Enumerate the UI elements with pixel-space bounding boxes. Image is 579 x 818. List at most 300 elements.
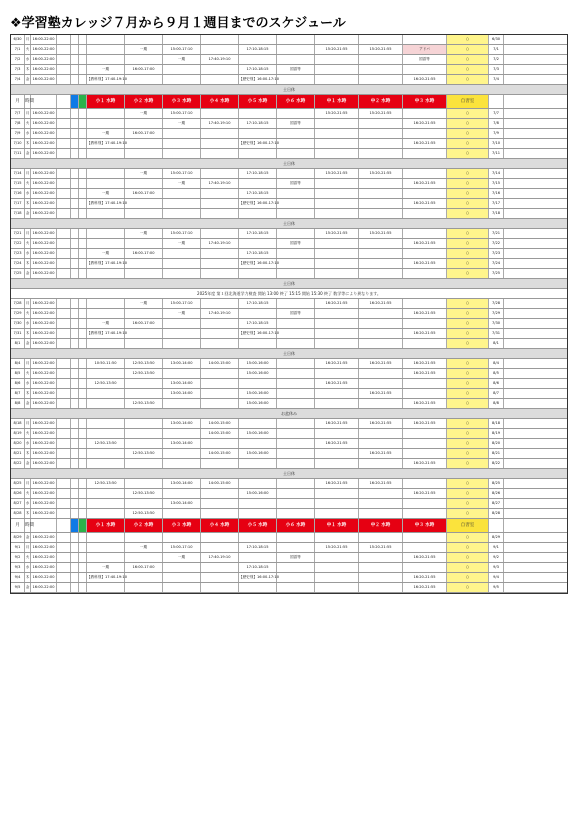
header-row <box>11 95 567 109</box>
schedule-cell <box>71 359 79 368</box>
schedule-cell <box>79 489 87 498</box>
schedule-cell: 水 <box>25 55 31 64</box>
schedule-cell <box>163 449 201 458</box>
schedule-cell: 一期 <box>87 129 125 138</box>
schedule-cell <box>315 449 359 458</box>
schedule-cell: 金 <box>25 75 31 84</box>
schedule-cell <box>239 533 277 542</box>
schedule-cell <box>201 229 239 238</box>
schedule-cell <box>359 199 403 208</box>
schedule-row <box>11 129 567 139</box>
schedule-cell <box>71 299 79 308</box>
schedule-cell <box>87 229 125 238</box>
schedule-cell: 8/21 <box>489 449 504 458</box>
schedule-cell <box>277 399 315 408</box>
schedule-cell <box>315 249 359 258</box>
schedule-cell: 8/29 <box>489 533 504 542</box>
schedule-cell: 16:00-22:00 <box>31 479 57 488</box>
schedule-cell <box>125 149 163 158</box>
schedule-cell <box>359 129 403 138</box>
schedule-cell <box>87 499 125 508</box>
schedule-cell: 7/14 <box>489 169 504 178</box>
schedule-cell: 水 <box>25 319 31 328</box>
date-cell: 7/4 <box>11 75 25 84</box>
schedule-cell <box>71 369 79 378</box>
schedule-cell: 月 <box>25 419 31 428</box>
schedule-cell <box>277 249 315 258</box>
schedule-cell: 一期 <box>163 309 201 318</box>
study-room-cell: ○ <box>447 489 489 498</box>
schedule-cell <box>315 55 359 64</box>
schedule-cell: 7/4 <box>489 75 504 84</box>
date-cell: 7/2 <box>11 55 25 64</box>
schedule-cell <box>359 553 403 562</box>
schedule-cell: 16:20-21:55 <box>315 439 359 448</box>
schedule-cell <box>277 55 315 64</box>
schedule-cell: 16:00-22:00 <box>31 119 57 128</box>
schedule-cell <box>87 149 125 158</box>
schedule-row <box>11 449 567 459</box>
schedule-cell: 7/15 <box>489 179 504 188</box>
schedule-row <box>11 239 567 249</box>
schedule-cell <box>163 563 201 572</box>
schedule-cell <box>277 429 315 438</box>
header-cell: 月 <box>11 95 25 108</box>
schedule-cell <box>359 149 403 158</box>
schedule-row <box>11 553 567 563</box>
schedule-cell: 15:20-21:55 <box>359 45 403 54</box>
schedule-cell: 水 <box>25 499 31 508</box>
schedule-cell <box>125 55 163 64</box>
schedule-cell <box>57 329 71 338</box>
schedule-cell: 【歴史別】16:00-17:10 <box>239 75 277 84</box>
date-cell: 9/2 <box>11 553 25 562</box>
schedule-cell <box>277 489 315 498</box>
schedule-cell <box>315 489 359 498</box>
study-room-cell: ○ <box>447 55 489 64</box>
schedule-cell: 8/5 <box>489 369 504 378</box>
schedule-cell <box>79 339 87 348</box>
schedule-cell <box>57 573 71 582</box>
schedule-cell <box>87 369 125 378</box>
schedule-cell <box>125 459 163 468</box>
schedule-cell: 12:50-13:50 <box>87 379 125 388</box>
schedule-row <box>11 169 567 179</box>
schedule-cell: 16:00-22:00 <box>31 533 57 542</box>
schedule-cell <box>79 329 87 338</box>
study-room-cell: ○ <box>447 309 489 318</box>
study-room-cell: ○ <box>447 369 489 378</box>
study-room-cell: ○ <box>447 239 489 248</box>
schedule-cell <box>125 553 163 562</box>
schedule-cell <box>315 389 359 398</box>
date-cell: 7/1 <box>11 45 25 54</box>
schedule-cell <box>87 419 125 428</box>
schedule-cell <box>57 259 71 268</box>
schedule-cell <box>239 509 277 518</box>
schedule-cell: 16:00-22:00 <box>31 269 57 278</box>
schedule-cell <box>239 129 277 138</box>
header-cell: 小４ 水時 <box>201 519 239 532</box>
schedule-cell <box>79 45 87 54</box>
schedule-cell <box>403 169 447 178</box>
schedule-cell <box>163 429 201 438</box>
schedule-cell: 16:20-21:55 <box>403 359 447 368</box>
schedule-cell: 8/28 <box>489 509 504 518</box>
schedule-cell <box>79 499 87 508</box>
schedule-cell <box>359 269 403 278</box>
schedule-cell <box>71 553 79 562</box>
schedule-cell <box>163 269 201 278</box>
schedule-cell <box>315 563 359 572</box>
study-room-cell: ○ <box>447 573 489 582</box>
schedule-cell: 月 <box>25 299 31 308</box>
header-cell <box>489 95 504 108</box>
schedule-cell: 16:00-17:00 <box>125 249 163 258</box>
schedule-cell <box>201 149 239 158</box>
schedule-cell: 16:00-22:00 <box>31 35 57 44</box>
schedule-cell <box>79 563 87 572</box>
date-cell: 7/30 <box>11 319 25 328</box>
schedule-cell: 16:00-17:00 <box>125 563 163 572</box>
schedule-cell <box>79 449 87 458</box>
schedule-cell <box>163 369 201 378</box>
schedule-cell <box>315 459 359 468</box>
schedule-cell <box>57 369 71 378</box>
schedule-cell <box>239 35 277 44</box>
schedule-cell <box>315 509 359 518</box>
schedule-cell <box>57 129 71 138</box>
schedule-cell <box>79 543 87 552</box>
schedule-cell <box>71 119 79 128</box>
schedule-cell: 15:20-21:55 <box>359 229 403 238</box>
schedule-cell <box>239 583 277 592</box>
study-room-cell: ○ <box>447 179 489 188</box>
schedule-cell: 17:40-19:10 <box>201 553 239 562</box>
schedule-cell <box>403 339 447 348</box>
schedule-cell: 7/17 <box>489 199 504 208</box>
schedule-cell: 8/25 <box>489 479 504 488</box>
schedule-row <box>11 149 567 159</box>
header-cell <box>79 95 87 108</box>
date-cell: 9/4 <box>11 573 25 582</box>
schedule-cell <box>315 399 359 408</box>
schedule-cell <box>201 499 239 508</box>
date-cell: 7/8 <box>11 119 25 128</box>
schedule-cell <box>79 319 87 328</box>
schedule-cell: 16:00-22:00 <box>31 369 57 378</box>
schedule-cell: 国語等 <box>277 239 315 248</box>
separator-row <box>11 469 567 479</box>
schedule-cell <box>71 499 79 508</box>
schedule-cell <box>79 129 87 138</box>
schedule-cell: 一期 <box>163 119 201 128</box>
date-cell: 7/25 <box>11 269 25 278</box>
schedule-row <box>11 269 567 279</box>
schedule-cell <box>87 459 125 468</box>
schedule-cell <box>57 249 71 258</box>
schedule-cell: 国語等 <box>277 179 315 188</box>
date-cell: 8/25 <box>11 479 25 488</box>
schedule-cell: 15:00-17:10 <box>163 543 201 552</box>
schedule-cell: 金 <box>25 149 31 158</box>
schedule-cell <box>277 149 315 158</box>
schedule-cell <box>79 269 87 278</box>
schedule-cell: 16:20-21:55 <box>403 419 447 428</box>
schedule-cell <box>163 65 201 74</box>
schedule-cell <box>201 299 239 308</box>
schedule-cell: 13:00-14:00 <box>163 419 201 428</box>
schedule-cell <box>201 189 239 198</box>
schedule-cell: 16:00-22:00 <box>31 573 57 582</box>
study-room-cell: ○ <box>447 45 489 54</box>
schedule-cell <box>239 149 277 158</box>
schedule-cell <box>277 533 315 542</box>
schedule-cell: 7/10 <box>489 139 504 148</box>
schedule-cell <box>57 563 71 572</box>
schedule-row <box>11 533 567 543</box>
date-cell: 6/30 <box>11 35 25 44</box>
schedule-cell: 16:20-21:55 <box>315 359 359 368</box>
schedule-cell: 16:00-22:00 <box>31 319 57 328</box>
schedule-cell: 8/19 <box>489 429 504 438</box>
schedule-cell <box>359 499 403 508</box>
schedule-cell <box>359 55 403 64</box>
schedule-cell: 金 <box>25 209 31 218</box>
schedule-cell <box>315 129 359 138</box>
header-cell: 時間 <box>25 519 31 532</box>
schedule-cell: 16:20-21:55 <box>403 573 447 582</box>
schedule-cell: 12:50-13:50 <box>87 479 125 488</box>
schedule-cell <box>239 439 277 448</box>
schedule-cell: 火 <box>25 179 31 188</box>
schedule-cell <box>403 533 447 542</box>
schedule-cell <box>201 65 239 74</box>
schedule-cell <box>125 119 163 128</box>
schedule-cell: 8/27 <box>489 499 504 508</box>
header-cell <box>31 95 57 108</box>
schedule-cell: 14:00-15:00 <box>201 429 239 438</box>
schedule-cell: 17:10-18:15 <box>239 45 277 54</box>
schedule-cell <box>201 169 239 178</box>
schedule-cell: 16:00-22:00 <box>31 249 57 258</box>
schedule-cell: 16:00-22:00 <box>31 489 57 498</box>
schedule-cell: 15:00-16:00 <box>239 399 277 408</box>
schedule-cell <box>315 309 359 318</box>
schedule-cell <box>71 149 79 158</box>
schedule-cell: 7/23 <box>489 249 504 258</box>
schedule-cell: 7/25 <box>489 269 504 278</box>
schedule-cell <box>57 75 71 84</box>
schedule-cell <box>163 189 201 198</box>
schedule-cell <box>71 239 79 248</box>
schedule-cell <box>403 149 447 158</box>
schedule-cell: 16:20-21:55 <box>359 389 403 398</box>
schedule-cell <box>79 179 87 188</box>
header-cell: 小３ 水時 <box>163 519 201 532</box>
schedule-cell <box>359 459 403 468</box>
schedule-cell <box>163 583 201 592</box>
schedule-cell: 7/16 <box>489 189 504 198</box>
date-cell: 7/22 <box>11 239 25 248</box>
schedule-cell <box>125 239 163 248</box>
date-cell: 7/29 <box>11 309 25 318</box>
schedule-cell: 16:20-21:55 <box>403 553 447 562</box>
schedule-cell <box>79 553 87 562</box>
schedule-cell <box>71 65 79 74</box>
schedule-cell: 16:00-22:00 <box>31 543 57 552</box>
schedule-cell: 木 <box>25 199 31 208</box>
schedule-cell: 一期 <box>87 563 125 572</box>
schedule-cell <box>87 489 125 498</box>
schedule-row <box>11 419 567 429</box>
schedule-cell: 一期 <box>87 319 125 328</box>
schedule-cell: 16:00-17:00 <box>125 129 163 138</box>
schedule-cell: 16:00-22:00 <box>31 419 57 428</box>
schedule-cell: 7/3 <box>489 65 504 74</box>
schedule-cell: 17:40-19:10 <box>201 55 239 64</box>
date-cell: 9/3 <box>11 563 25 572</box>
schedule-cell <box>79 399 87 408</box>
schedule-cell <box>403 129 447 138</box>
schedule-cell <box>71 35 79 44</box>
schedule-cell <box>79 75 87 84</box>
schedule-cell <box>57 139 71 148</box>
schedule-cell <box>201 399 239 408</box>
schedule-cell <box>163 489 201 498</box>
schedule-cell: 木 <box>25 573 31 582</box>
header-cell: 小６ 水時 <box>277 95 315 108</box>
header-cell <box>71 95 79 108</box>
schedule-cell: 17:10-18:15 <box>239 119 277 128</box>
schedule-cell <box>79 439 87 448</box>
schedule-cell <box>57 189 71 198</box>
header-cell: 小１ 水時 <box>87 95 125 108</box>
schedule-row <box>11 309 567 319</box>
schedule-cell: 7/28 <box>489 299 504 308</box>
schedule-cell: 8/18 <box>489 419 504 428</box>
schedule-cell <box>57 509 71 518</box>
schedule-cell: 17:10-18:15 <box>239 299 277 308</box>
schedule-cell <box>239 109 277 118</box>
schedule-cell: 12:50-13:50 <box>125 489 163 498</box>
schedule-cell <box>87 449 125 458</box>
schedule-cell <box>57 399 71 408</box>
schedule-cell: 17:40-19:10 <box>201 309 239 318</box>
schedule-cell <box>277 459 315 468</box>
schedule-cell <box>403 35 447 44</box>
schedule-cell: 14:00-15:00 <box>201 479 239 488</box>
schedule-cell: 15:20-21:55 <box>315 229 359 238</box>
study-room-cell: ○ <box>447 229 489 238</box>
header-cell: 小３ 水時 <box>163 95 201 108</box>
study-room-cell: ○ <box>447 563 489 572</box>
separator-label: お盆休み <box>281 411 297 416</box>
schedule-cell: 8/8 <box>489 399 504 408</box>
schedule-cell: 7/29 <box>489 309 504 318</box>
schedule-cell: 17:40-19:10 <box>201 179 239 188</box>
schedule-cell <box>277 359 315 368</box>
study-room-cell: ○ <box>447 419 489 428</box>
separator-label: 土日休 <box>283 471 295 476</box>
separator-row <box>11 409 567 419</box>
date-cell: 8/8 <box>11 399 25 408</box>
schedule-cell <box>359 489 403 498</box>
date-cell: 8/7 <box>11 389 25 398</box>
schedule-cell <box>71 309 79 318</box>
schedule-cell: 国語等 <box>277 553 315 562</box>
schedule-cell <box>71 449 79 458</box>
schedule-cell <box>315 553 359 562</box>
schedule-cell <box>359 369 403 378</box>
schedule-cell <box>201 543 239 552</box>
schedule-cell <box>71 209 79 218</box>
date-cell: 7/7 <box>11 109 25 118</box>
schedule-cell: 15:20-21:55 <box>315 109 359 118</box>
schedule-cell <box>277 419 315 428</box>
schedule-cell <box>163 35 201 44</box>
schedule-cell: 16:20-21:55 <box>403 583 447 592</box>
schedule-cell: 木 <box>25 259 31 268</box>
schedule-cell <box>359 509 403 518</box>
date-cell: 7/21 <box>11 229 25 238</box>
schedule-cell: 16:00-22:00 <box>31 199 57 208</box>
schedule-cell <box>87 299 125 308</box>
schedule-cell: 15:20-21:55 <box>359 543 403 552</box>
study-room-cell: ○ <box>447 319 489 328</box>
header-cell: 自習室 <box>447 95 489 108</box>
separator-row <box>11 85 567 95</box>
schedule-cell: 国語等 <box>277 309 315 318</box>
date-cell: 7/10 <box>11 139 25 148</box>
schedule-cell: 一期 <box>125 109 163 118</box>
schedule-cell: 8/6 <box>489 379 504 388</box>
schedule-cell: 16:00-22:00 <box>31 389 57 398</box>
schedule-cell: 16:20-21:55 <box>359 479 403 488</box>
study-room-cell: ○ <box>447 359 489 368</box>
header-cell: 月 <box>11 519 25 532</box>
schedule-row <box>11 379 567 389</box>
header-cell: 時間 <box>25 95 31 108</box>
schedule-cell <box>57 119 71 128</box>
schedule-cell <box>277 439 315 448</box>
date-cell: 8/19 <box>11 429 25 438</box>
date-cell: 7/11 <box>11 149 25 158</box>
schedule-cell: 16:20-21:55 <box>403 399 447 408</box>
schedule-cell <box>79 299 87 308</box>
schedule-cell <box>239 339 277 348</box>
schedule-cell <box>403 389 447 398</box>
date-cell: 7/16 <box>11 189 25 198</box>
schedule-cell <box>57 553 71 562</box>
schedule-cell: 15:00-16:00 <box>239 489 277 498</box>
schedule-cell: 12:50-13:50 <box>125 449 163 458</box>
schedule-cell <box>57 479 71 488</box>
schedule-cell <box>359 309 403 318</box>
schedule-cell <box>71 329 79 338</box>
date-cell: 7/31 <box>11 329 25 338</box>
schedule-cell <box>71 55 79 64</box>
schedule-cell: 13:00-14:00 <box>163 499 201 508</box>
schedule-cell <box>201 75 239 84</box>
schedule-cell <box>87 543 125 552</box>
schedule-cell: 一期 <box>125 299 163 308</box>
schedule-cell: 16:00-22:00 <box>31 149 57 158</box>
schedule-cell: 月 <box>25 169 31 178</box>
header-cell <box>71 519 79 532</box>
schedule-row <box>11 489 567 499</box>
schedule-cell: 10:50-11:50 <box>87 359 125 368</box>
